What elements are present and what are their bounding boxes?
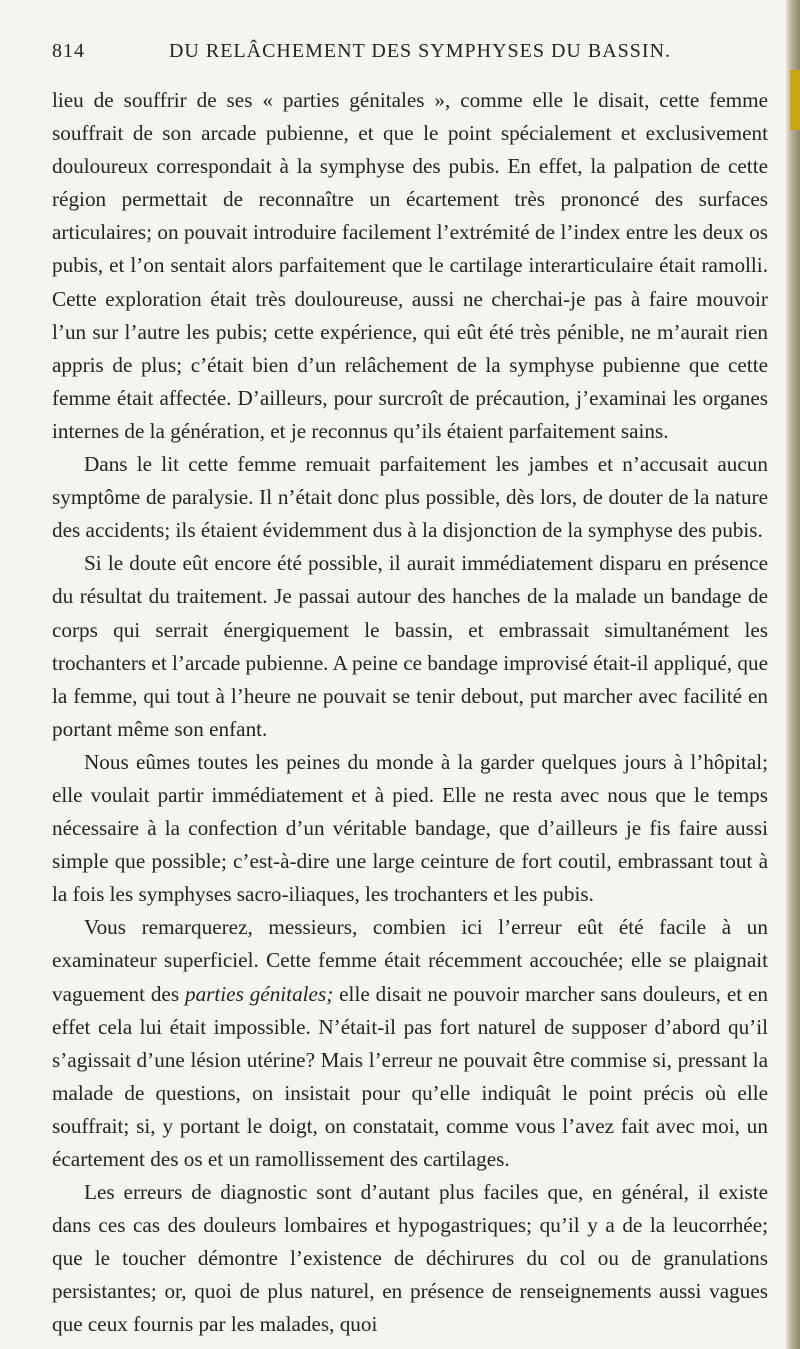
paragraph-5-part-b: elle disait ne pouvoir marcher sans douleurs, et en effet cela lui était impossible. N’était-il pas fort naturel de supposer d’abord qu’il s’agissait d’une lésion utérine? Mais l’erreur ne pouvait être commise si, pressant la malade de questions, on insistait pour qu’elle indiquât le point précis où elle souffrait; si, y portant le doigt, on constatait, comme vous l’avez fait avec moi, un écartement des os et un ramollissement des cartilages.	[52, 981, 769, 1171]
running-title: DU RELÂCHEMENT DES SYMPHYSES DU BASSIN.	[168, 40, 672, 62]
paragraph-5-emphasis: parties génitales;	[184, 981, 334, 1006]
paragraph-6: Les erreurs de diagnostic sont d’autant plus faciles que, en général, il existe dans ces cas des douleurs lombaires et hypogastriques; qu’il y a de la leucorrhée; que le toucher démontre l’existence de déchirures du col ou de granulations persistantes; or, quoi de plus naturel, en présence de renseignements aussi vagues que ceux fournis par les malades, quoi	[52, 1180, 768, 1337]
paragraph-2: Dans le lit cette femme remuait parfaitement les jambes et n’accusait aucun symptôme de paralysie. Il n’était donc plus possible, dès lors, de douter de la nature des accidents; ils étaient évidemment dus à la disjonction de la symphyse des pubis.	[52, 452, 768, 543]
paragraph-3: Si le doute eût encore été possible, il aurait immédiatement disparu en présence du résultat du traitement. Je passai autour des hanches de la malade un bandage de corps qui serrait énergiquement le bassin, et embrassait simultanément les trochanters et l’arcade pubienne. A peine ce bandage improvisé était-il appliqué, que la femme, qui tout à l’heure ne pouvait se tenir debout, put marcher avec facilité en portant même son enfant.	[52, 551, 768, 741]
paragraph-5-part-a: Vous remarquerez, messieurs, combien ici l’erreur eût été facile à un examinateur superficiel. Cette femme était récemment accouchée; elle se plaignait vaguement des	[52, 915, 768, 1006]
page-edge	[786, 0, 800, 1349]
paragraph-1: lieu de souffrir de ses « parties génitales », comme elle le disait, cette femme souffrait de son arcade pubienne, et que le point spécialement et exclusivement douloureux correspondait à la symphyse des pubis. En effet, la palpation de cette région permettait de reconnaître un écartement très prononcé des surfaces articulaires; on pouvait introduire facilement l’extrémité de l’index entre les deux os pubis, et l’on sentait alors parfaitement que le cartilage interarticulaire était ramolli. Cette exploration était très douloureuse, aussi ne cherchai-je pas à faire mouvoir l’un sur l’autre les pubis; cette expérience, qui eût été très pénible, ne m’aurait rien appris de plus; c’était bien d’un relâchement de la symphyse pubienne que cette femme était affectée. D’ailleurs, pour surcroît de précaution, j’examinai les organes internes de la génération, et je reconnus qu’ils étaient parfaitement sains.	[52, 88, 768, 443]
paragraph-5	[52, 911, 768, 1176]
page-number: 814	[52, 40, 85, 62]
paragraph-4: Nous eûmes toutes les peines du monde à la garder quelques jours à l’hôpital; elle voulait partir immédiatement et à pied. Elle ne resta avec nous que le temps nécessaire à la confection d’un véritable bandage, que d’ailleurs je fis faire aussi simple que possible; c’est-à-dire une large ceinture de fort coutil, embrassant tout à la fois les symphyses sacro-iliaques, les trochanters et les pubis.	[52, 749, 768, 907]
running-header	[52, 40, 768, 68]
body-text	[52, 84, 768, 1342]
page-edge-tab	[790, 70, 800, 130]
